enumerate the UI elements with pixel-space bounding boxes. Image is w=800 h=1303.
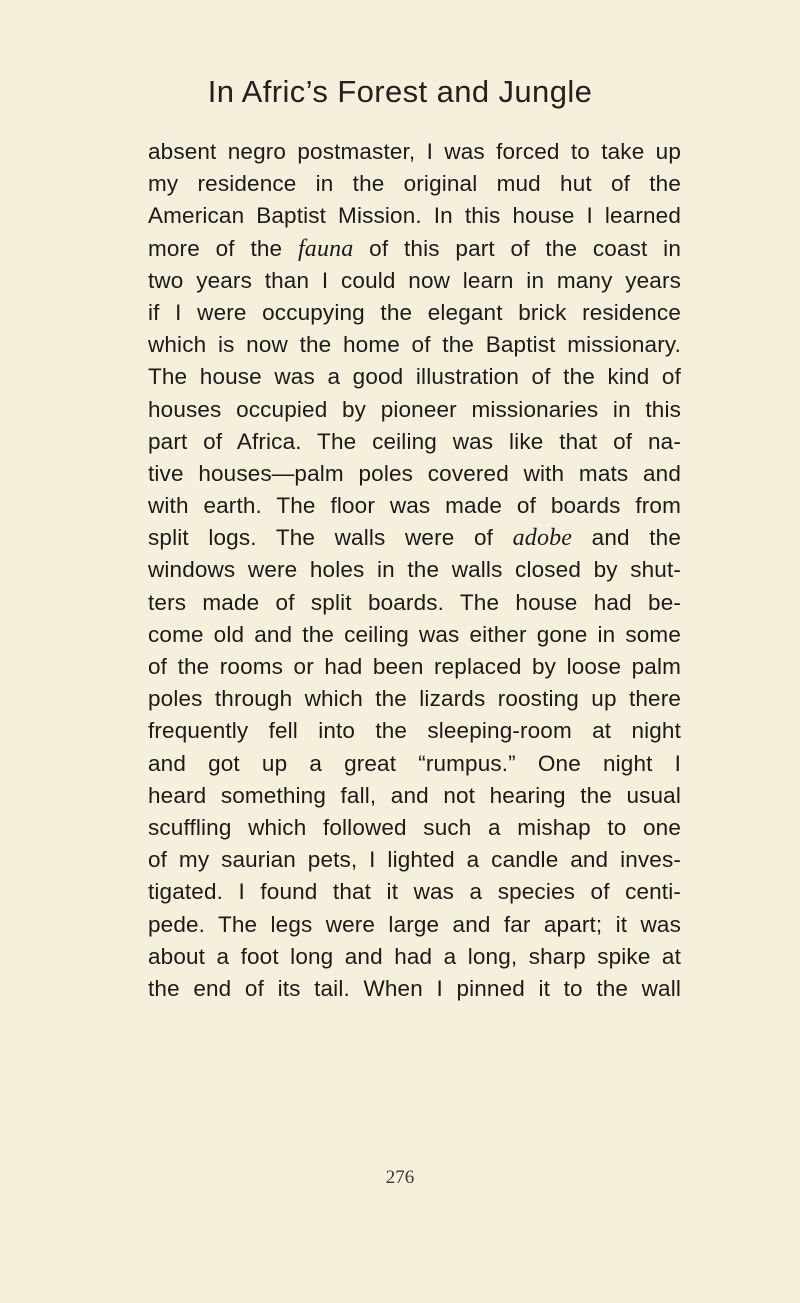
text-segment: of this part of the coast in xyxy=(353,235,681,261)
text-line: which is now the home of the Baptist missionary. xyxy=(148,332,681,358)
text-line: poles through which the lizards roosting up there xyxy=(148,686,681,712)
text-line: the end of its tail. When I pinned it to the wall xyxy=(148,975,681,1001)
text-line: heard something fall, and not hearing the usual xyxy=(148,782,681,808)
text-segment: and the xyxy=(572,525,681,551)
italic-term: fauna xyxy=(297,235,354,262)
text-segment: split logs. The walls were of xyxy=(148,525,513,551)
text-line: frequently fell into the sleeping-room at night xyxy=(148,718,681,744)
text-line: American Baptist Mission. In this house I learned xyxy=(148,203,681,229)
text-line: part of Africa. The ceiling was like that of na- xyxy=(148,428,681,454)
text-line: come old and the ceiling was either gone in some xyxy=(148,621,681,647)
text-line: ters made of split boards. The house had be- xyxy=(148,589,681,615)
text-line: if I were occupying the elegant brick residence xyxy=(148,299,681,325)
italic-term: adobe xyxy=(512,525,573,552)
text-line: windows were holes in the walls closed by shut- xyxy=(148,557,681,583)
text-line: tigated. I found that it was a species of centi- xyxy=(148,879,681,905)
text-line: The house was a good illustration of the kind of xyxy=(148,364,681,390)
page-number: 276 xyxy=(385,1167,415,1188)
running-head: In Afric’s Forest and Jungle xyxy=(207,74,593,109)
text-line xyxy=(148,522,681,554)
text-line: houses occupied by pioneer missionaries in this xyxy=(148,396,681,422)
text-line: and got up a great “rumpus.” One night I xyxy=(148,750,681,776)
text-line: pede. The legs were large and far apart; it was xyxy=(148,911,681,937)
text-line: with earth. The floor was made of boards from xyxy=(148,493,681,519)
text-segment: more of the xyxy=(148,235,298,261)
text-line: of the rooms or had been replaced by loose palm xyxy=(148,654,681,679)
text-line xyxy=(148,233,681,265)
text-line: tive houses—palm poles covered with mats and xyxy=(148,460,681,486)
text-line: my residence in the original mud hut of the xyxy=(148,171,681,197)
text-line: of my saurian pets, I lighted a candle and inves- xyxy=(148,847,681,873)
body-text xyxy=(148,136,681,1005)
text-line: about a foot long and had a long, sharp spike at xyxy=(148,943,681,969)
text-line: two years than I could now learn in many years xyxy=(148,267,681,293)
text-line: absent negro postmaster, I was forced to take up xyxy=(148,139,681,164)
text-line: scuffling which followed such a mishap to one xyxy=(148,814,681,840)
